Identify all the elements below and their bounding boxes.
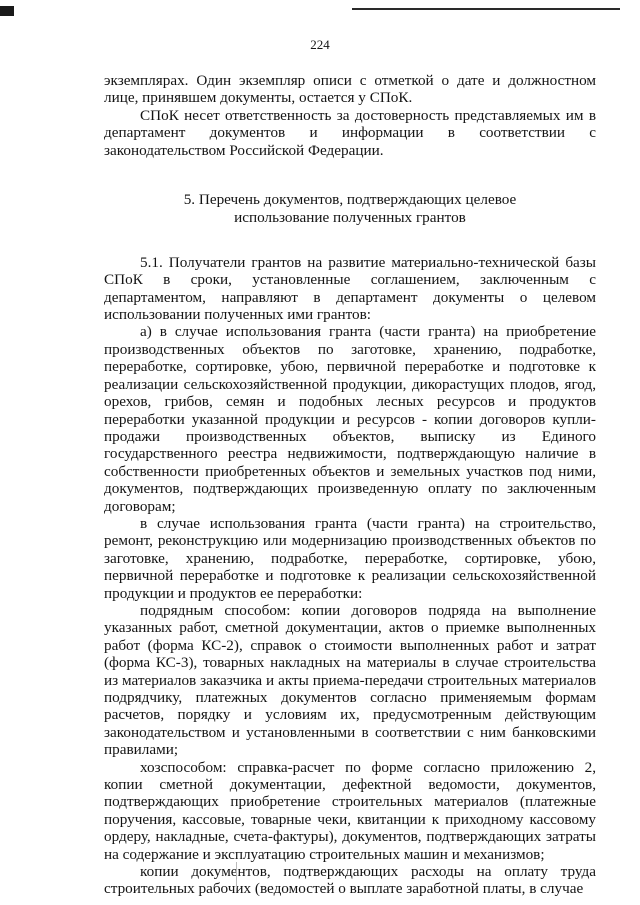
paragraph-labor-costs: копии документов, подтверждающих расходы на оплату труда строительных рабочих (ведомостей о выплате заработной платы, в случае xyxy=(104,863,596,898)
paragraph-item-a: а) в случае использования гранта (части гранта) на приобретение производственных объектов по заготовке, хранению, подработке, переработке, сортировке, убою, первичной переработке и подготовке к реализации сельскохозяйственной продукции, дикорастущих плодов, ягод, орехов, грибов, семян и подобных лесных ресурсов и продуктов переработки указанной продукции и ресурсов - копии договоров купли-продажи производственных объектов, выписку из Единого государственного реестра недвижимости, подтверждающую наличие в собственности приобретенных объектов и земельных участков под ними, документов, подтверждающих произведенную оплату по заключенным договорам; xyxy=(104,323,596,515)
paragraph-responsibility: СПоК несет ответственность за достоверность представляемых им в департамент документов и информации в соответствии с законодательством Российской Федерации. xyxy=(104,106,596,159)
paragraph-contract-method: подрядным способом: копии договоров подряда на выполнение указанных работ, сметной документации, актов о приемке выполненных работ (форма КС-2), справок о стоимости выполненных работ и затрат (форма КС-3), товарных накладных на материалы в случае строительства из материалов заказчика и акты приема-передачи строительных материалов подрядчику, платежных документов согласно применяемым формам расчетов, порядку и условиям их, предусмотренным действующим законодательством и установленными в соответствии с ним банковскими правилами; xyxy=(104,601,596,759)
paragraph-continuation: экземплярах. Один экземпляр описи с отметкой о дате и должностном лице, принявшем документы, остается у СПоК. xyxy=(104,72,596,107)
scan-artifact-bar xyxy=(0,6,14,16)
paragraph-own-method: хозспособом: справка-расчет по форме согласно приложению 2, копии сметной документации, дефектной ведомости, документов, подтверждающих приобретение строительных материалов (платежные поручения, кассовые, товарные чеки, квитанции к приходному кассовому ордеру, накладные, счета-фактуры), документов, подтверждающих затраты на содержание и эксплуатацию строительных машин и механизмов; xyxy=(104,758,596,863)
paragraph-construction: в случае использования гранта (части гранта) на строительство, ремонт, реконструкцию или модернизацию производственных объектов по заготовке, хранению, подработке, переработке, сортировке, убою, первичной переработке и подготовке к реализации сельскохозяйственной продукции и продуктов ее переработки: xyxy=(104,514,596,602)
page-number: 224 xyxy=(310,37,330,52)
section-heading-line-2: использование полученных грантов xyxy=(234,209,466,227)
document-body xyxy=(104,72,596,898)
section-heading xyxy=(104,191,596,228)
scan-artifact-line xyxy=(352,8,620,10)
scan-artifact-fold xyxy=(236,862,237,888)
section-heading-line-1: 5. Перечень документов, подтверждающих целевое xyxy=(183,191,517,209)
paragraph-5-1: 5.1. Получатели грантов на развитие материально-технической базы СПоК в сроки, установленные соглашением, заключенным с департаментом, направляют в департамент документы о целевом использовании полученных ими грантов: xyxy=(104,253,596,324)
